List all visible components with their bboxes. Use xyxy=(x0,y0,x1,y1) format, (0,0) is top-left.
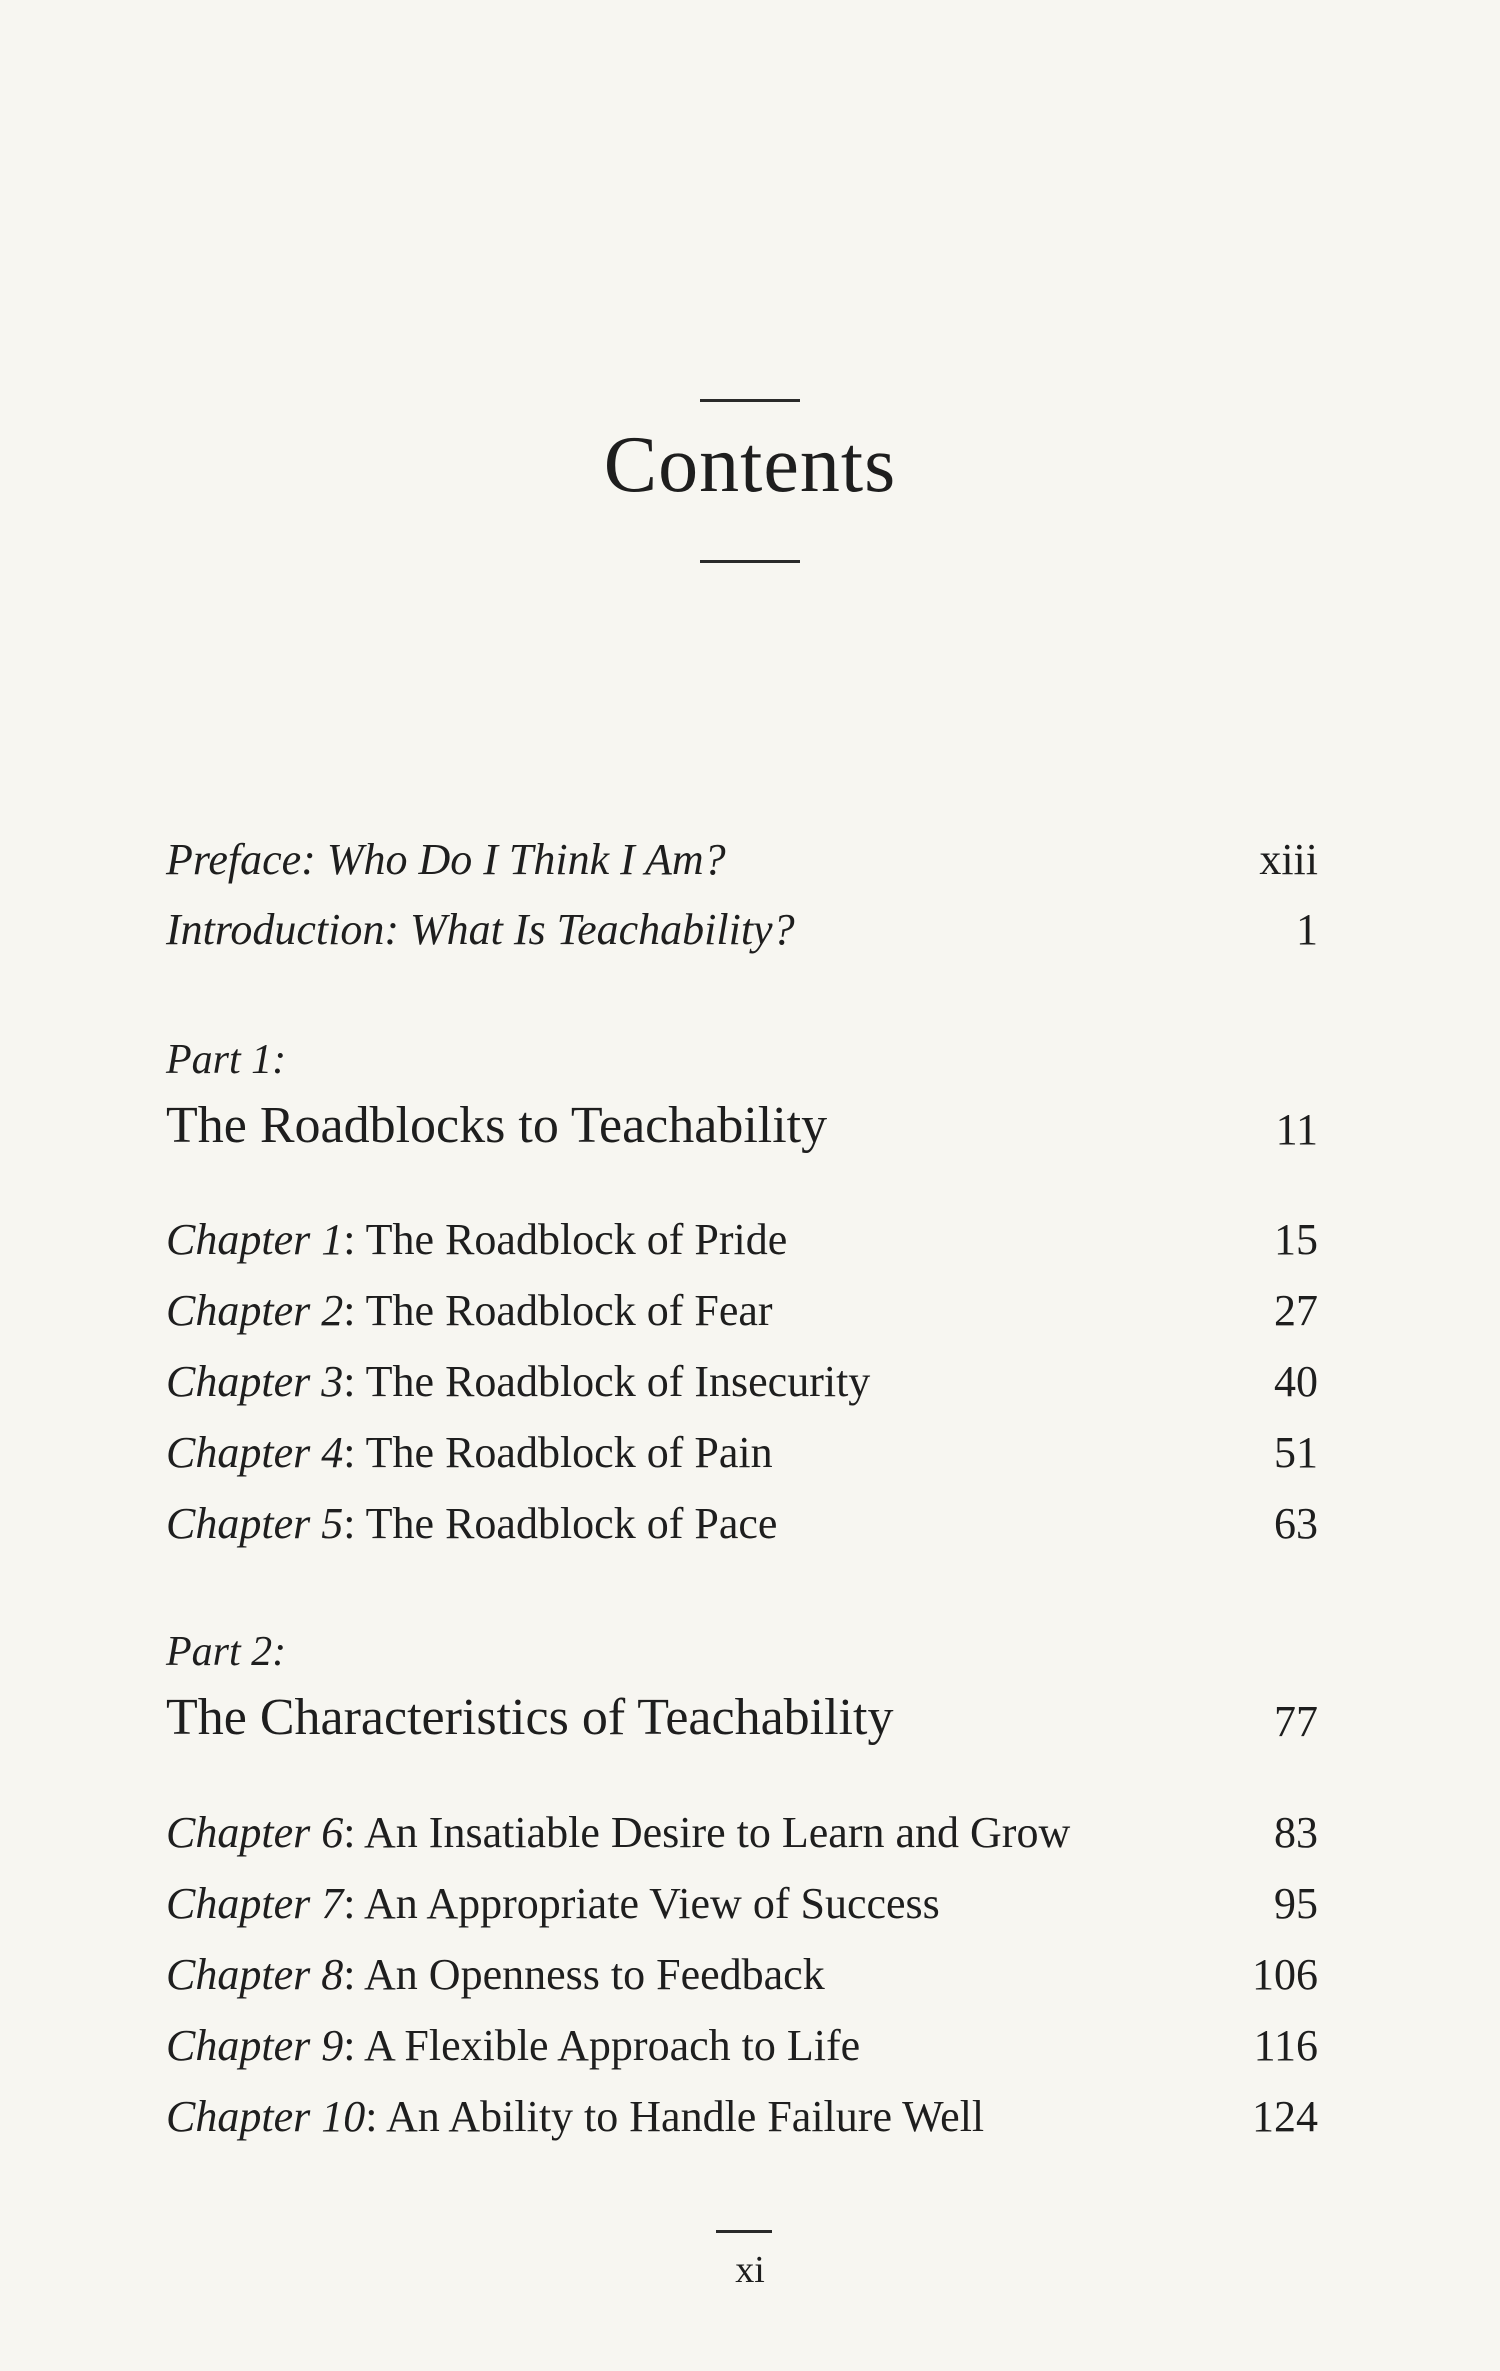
chapter-title: The Roadblock of Pain xyxy=(365,1428,773,1477)
toc-entry-introduction[interactable] xyxy=(166,902,1318,958)
toc-entry-preface[interactable] xyxy=(166,832,1318,888)
toc-page-number: 27 xyxy=(1274,1286,1318,1335)
toc-entry-label: Introduction: What Is Teachability? xyxy=(166,905,795,954)
chapter-number: Chapter 10 xyxy=(166,2092,366,2141)
toc-page-number: 83 xyxy=(1274,1808,1318,1857)
part-title: The Characteristics of Teachability xyxy=(166,1689,894,1746)
folio-rule xyxy=(716,2230,772,2233)
chapter-title: An Openness to Feedback xyxy=(364,1950,825,1999)
chapter-title: The Roadblock of Pace xyxy=(365,1499,778,1548)
toc-page-number: 77 xyxy=(1274,1697,1318,1746)
chapter-title: An Ability to Handle Failure Well xyxy=(386,2092,985,2141)
part-1-heading[interactable] xyxy=(166,1094,1318,1158)
title-rule-top xyxy=(700,399,800,402)
toc-entry-chapter-6[interactable]: Chapter 6: An Insatiable Desire to Learn and Grow 83 xyxy=(166,1805,1318,1861)
chapter-number: Chapter 9 xyxy=(166,2021,344,2070)
toc-entry-chapter-3[interactable]: Chapter 3: The Roadblock of Insecurity 40 xyxy=(166,1354,1318,1410)
toc-page-number: 116 xyxy=(1253,2021,1318,2070)
chapter-number: Chapter 4 xyxy=(166,1428,344,1477)
chapter-number: Chapter 2 xyxy=(166,1286,344,1335)
toc-page-number: xiii xyxy=(1259,835,1318,884)
chapter-number: Chapter 7 xyxy=(166,1879,344,1928)
toc-page-number: 124 xyxy=(1252,2092,1318,2141)
chapter-number: Chapter 5 xyxy=(166,1499,344,1548)
part-title: The Roadblocks to Teachability xyxy=(166,1097,828,1154)
toc-page-number: 63 xyxy=(1274,1499,1318,1548)
chapter-title: The Roadblock of Pride xyxy=(365,1215,788,1264)
toc-page-number: 106 xyxy=(1252,1950,1318,1999)
title-rule-bottom xyxy=(700,560,800,563)
toc-entry-chapter-9[interactable]: Chapter 9: A Flexible Approach to Life 116 xyxy=(166,2018,1318,2074)
chapter-title: An Appropriate View of Success xyxy=(364,1879,940,1928)
chapter-title: A Flexible Approach to Life xyxy=(364,2021,861,2070)
toc-entry-label: Preface: Who Do I Think I Am? xyxy=(166,835,726,884)
toc-entry-chapter-1[interactable]: Chapter 1: The Roadblock of Pride 15 xyxy=(166,1212,1318,1268)
part-2-label: Part 2: xyxy=(166,1629,287,1675)
toc-entry-chapter-4[interactable]: Chapter 4: The Roadblock of Pain 51 xyxy=(166,1425,1318,1481)
page-number-folio: xi xyxy=(735,2249,765,2291)
chapter-number: Chapter 8 xyxy=(166,1950,344,1999)
toc-page-number: 40 xyxy=(1274,1357,1318,1406)
toc-page-number: 11 xyxy=(1275,1105,1318,1154)
chapter-title: The Roadblock of Fear xyxy=(365,1286,773,1335)
chapter-title: An Insatiable Desire to Learn and Grow xyxy=(364,1808,1071,1857)
part-1-label: Part 1: xyxy=(166,1037,287,1083)
toc-entry-chapter-2[interactable]: Chapter 2: The Roadblock of Fear 27 xyxy=(166,1283,1318,1339)
toc-page-number: 15 xyxy=(1274,1215,1318,1264)
toc-page-number: 1 xyxy=(1296,905,1318,954)
toc-page-number: 95 xyxy=(1274,1879,1318,1928)
chapter-number: Chapter 3 xyxy=(166,1357,344,1406)
toc-entry-chapter-5[interactable]: Chapter 5: The Roadblock of Pace 63 xyxy=(166,1496,1318,1552)
toc-entry-chapter-10[interactable]: Chapter 10: An Ability to Handle Failure Well 124 xyxy=(166,2089,1318,2145)
toc-page-number: 51 xyxy=(1274,1428,1318,1477)
chapter-title: The Roadblock of Insecurity xyxy=(365,1357,871,1406)
toc-entry-chapter-8[interactable]: Chapter 8: An Openness to Feedback 106 xyxy=(166,1947,1318,2003)
page-title: Contents xyxy=(603,421,897,509)
toc-entry-chapter-7[interactable]: Chapter 7: An Appropriate View of Success 95 xyxy=(166,1876,1318,1932)
chapter-number: Chapter 1 xyxy=(166,1215,344,1264)
part-2-heading[interactable] xyxy=(166,1686,1318,1750)
chapter-number: Chapter 6 xyxy=(166,1808,344,1857)
